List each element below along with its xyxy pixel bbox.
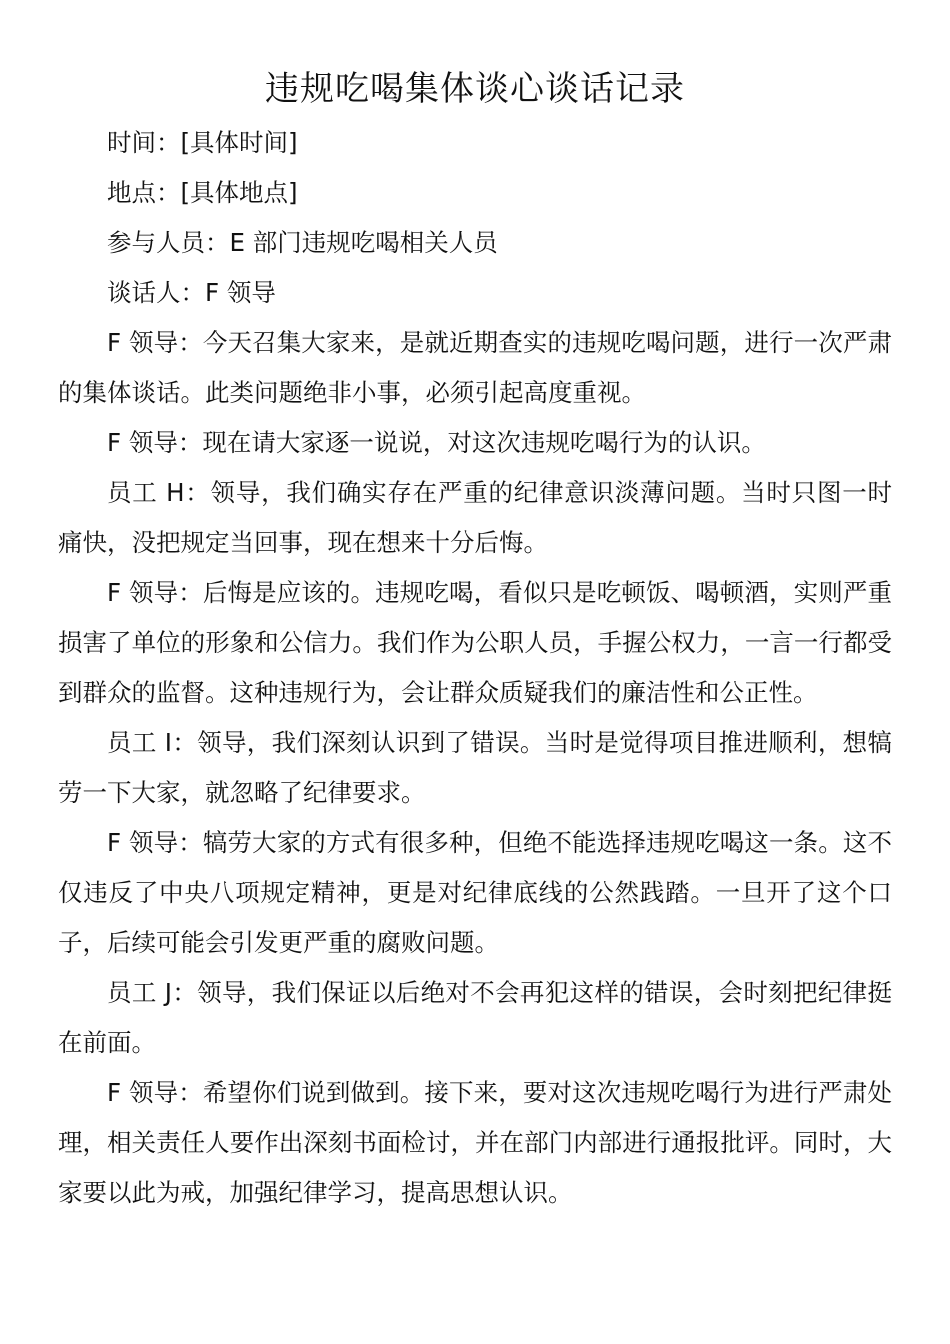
- dialogue-paragraph: F 领导：后悔是应该的。违规吃喝，看似只是吃顿饭、喝顿酒，实则严重损害了单位的形象和公信力。我们作为公职人员，手握公权力，一言一行都受到群众的监督。这种违规行为，会让群众质疑我们的廉洁性和公正性。: [58, 578, 892, 707]
- dialogue-paragraph: F 领导：希望你们说到做到。接下来，要对这次违规吃喝行为进行严肃处理，相关责任人要作出深刻书面检讨，并在部门内部进行通报批评。同时，大家要以此为戒，加强纪律学习，提高思想认识。: [58, 1078, 892, 1207]
- meta-location: 地点：[具体地点]: [107, 178, 298, 207]
- dialogue-paragraph: 员工 I：领导，我们深刻认识到了错误。当时是觉得项目推进顺利，想犒劳一下大家，就忽略了纪律要求。: [58, 728, 892, 807]
- dialogue-paragraph: 员工 H：领导，我们确实存在严重的纪律意识淡薄问题。当时只图一时痛快，没把规定当回事，现在想来十分后悔。: [58, 478, 892, 557]
- meta-time: 时间：[具体时间]: [107, 128, 298, 157]
- dialogue-paragraph: F 领导：犒劳大家的方式有很多种，但绝不能选择违规吃喝这一条。这不仅违反了中央八项规定精神，更是对纪律底线的公然践踏。一旦开了这个口子，后续可能会引发更严重的腐败问题。: [58, 828, 892, 957]
- dialogue-paragraph: 员工 J：领导，我们保证以后绝对不会再犯这样的错误，会时刻把纪律挺在前面。: [58, 978, 892, 1057]
- meta-participants: 参与人员：E 部门违规吃喝相关人员: [107, 228, 498, 257]
- meta-interviewer: 谈话人：F 领导: [107, 278, 276, 307]
- dialogue-paragraph: F 领导：现在请大家逐一说说，对这次违规吃喝行为的认识。: [107, 428, 766, 457]
- document-title: 违规吃喝集体谈心谈话记录: [265, 69, 685, 109]
- dialogue-paragraph: F 领导：今天召集大家来，是就近期查实的违规吃喝问题，进行一次严肃的集体谈话。此类问题绝非小事，必须引起高度重视。: [58, 328, 892, 407]
